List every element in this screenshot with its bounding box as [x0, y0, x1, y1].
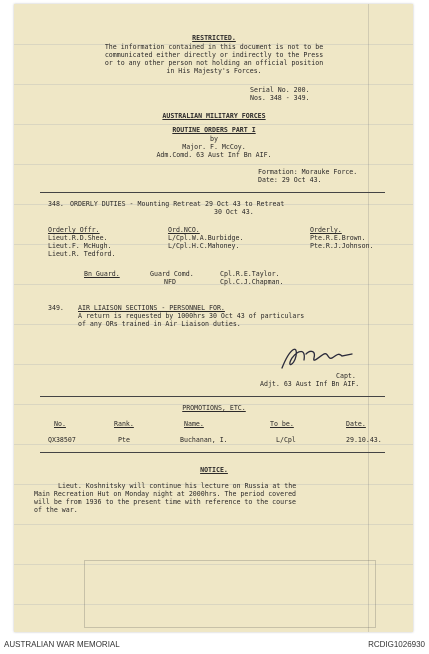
officer-name: Major. F. McCoy.	[182, 143, 246, 151]
notice-line-4: in His Majesty's Forces.	[166, 67, 262, 75]
order-349-number: 349.	[48, 304, 64, 312]
footer-record-id: RCDIG1026930	[368, 640, 425, 649]
ord-nco-heading: Ord.NCO.	[168, 226, 200, 234]
form-margin-column	[368, 4, 405, 632]
promotion-no: QX38507	[48, 436, 76, 444]
orderly-officer-3: Lieut.R. Tedford.	[48, 250, 116, 258]
handwritten-signature	[276, 342, 356, 374]
notice-heading: NOTICE.	[200, 466, 228, 474]
notice-body-1: Lieut. Koshnitsky will continue his lecture on Russia at the	[58, 482, 297, 490]
col-tobe-header: To be.	[270, 420, 294, 428]
signature-title: Adjt. 63 Aust Inf Bn AIF.	[260, 380, 360, 388]
bleed-through-form	[84, 560, 376, 628]
guard-name-2: Cpl.C.J.Chapman.	[220, 278, 284, 286]
order-349-heading: AIR LIAISON SECTIONS - PERSONNEL FOR.	[78, 304, 225, 312]
serial-number: Serial No. 200.	[250, 86, 310, 94]
orderly-heading: Orderly.	[310, 226, 342, 234]
promotion-name: Buchanan, I.	[180, 436, 228, 444]
restricted-heading: RESTRICTED.	[192, 34, 236, 42]
order-numbers: Nos. 348 - 349.	[250, 94, 310, 102]
promotions-heading: PROMOTIONS, ETC.	[182, 404, 246, 412]
notice-line-2: communicated either directly or indirectly to the Press	[104, 51, 324, 59]
promotion-rank: Pte	[118, 436, 130, 444]
ord-nco-1: L/Cpl.W.A.Burbidge.	[168, 234, 244, 242]
col-rank-header: Rank.	[114, 420, 134, 428]
promotion-date: 29.10.43.	[346, 436, 382, 444]
promotion-tobe: L/Cpl	[276, 436, 296, 444]
archive-footer	[0, 634, 429, 654]
guard-comd-label: Guard Comd.	[150, 270, 194, 278]
orderly-officer-2: Lieut.F. McHugh.	[48, 242, 112, 250]
order-date: Date: 29 Oct 43.	[258, 176, 322, 184]
order-349-line-1: A return is requested by 1000hrs 30 Oct 43 of particulars	[78, 312, 305, 320]
orders-title: ROUTINE ORDERS PART I	[172, 126, 256, 134]
formation: Formation: Morauke Force.	[258, 168, 358, 176]
notice-body-2: Main Recreation Hut on Monday night at 2000hrs. The period covered	[34, 490, 297, 498]
order-348-line-1: ORDERLY DUTIES - Mounting Retreat 29 Oct 43 to Retreat	[70, 200, 285, 208]
orderly-officer-1: Lieut.R.D.Shee.	[48, 234, 108, 242]
orderly-1: Pte.R.E.Brown.	[310, 234, 366, 242]
order-348-line-2: 30 Oct 43.	[214, 208, 254, 216]
order-349-line-2: of any ORs trained in Air Liaison duties.	[78, 320, 241, 328]
col-no-header: No.	[54, 420, 66, 428]
orderly-2: Pte.R.J.Johnson.	[310, 242, 374, 250]
orderly-officer-heading: Orderly Offr.	[48, 226, 100, 234]
document-sheet	[14, 4, 413, 632]
by-label: by	[210, 135, 218, 143]
guard-name-1: Cpl.R.E.Taylor.	[220, 270, 280, 278]
notice-body-4: of the war.	[34, 506, 78, 514]
guard-nfd: NFD	[164, 278, 176, 286]
notice-body-3: will be from 1936 to the present time with reference to the course	[34, 498, 297, 506]
order-348-number: 348.	[48, 200, 64, 208]
col-date-header: Date.	[346, 420, 366, 428]
ord-nco-2: L/Cpl.H.C.Mahoney.	[168, 242, 240, 250]
unit-name: Adm.Comd. 63 Aust Inf Bn AIF.	[156, 151, 272, 159]
divider-1	[40, 192, 385, 193]
divider-3	[40, 452, 385, 453]
footer-archive-name: AUSTRALIAN WAR MEMORIAL	[4, 640, 120, 649]
org-title: AUSTRALIAN MILITARY FORCES	[162, 112, 266, 120]
notice-line-3: or to any other person not holding an official position	[104, 59, 324, 67]
divider-2	[40, 396, 385, 397]
bn-guard-label: Bn Guard.	[84, 270, 120, 278]
notice-line-1: The information contained in this document is not to be	[104, 43, 324, 51]
col-name-header: Name.	[184, 420, 204, 428]
signature-rank: Capt.	[336, 372, 356, 380]
